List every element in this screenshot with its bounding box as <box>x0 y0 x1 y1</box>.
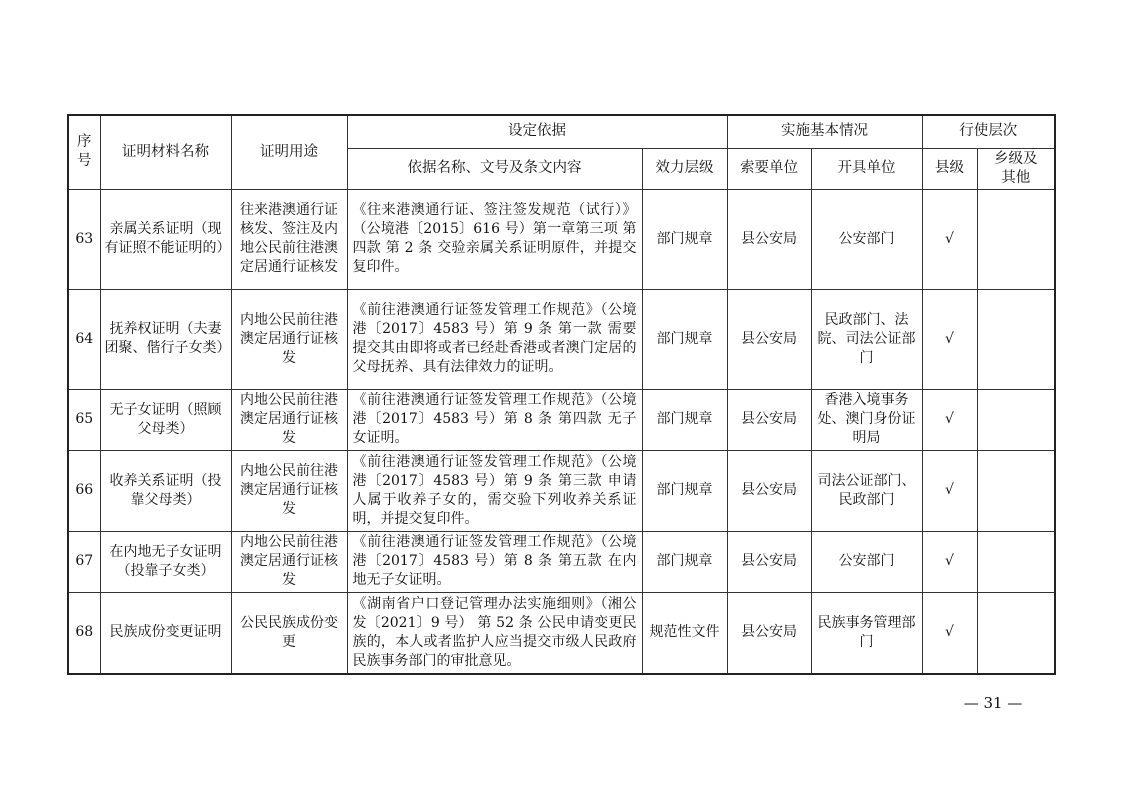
header-basis-text: 依据名称、文号及条文内容 <box>347 148 642 189</box>
page-number: — 31 — <box>963 694 1023 712</box>
material-use: 内地公民前往港澳定居通行证核发 <box>231 450 347 531</box>
proof-materials-table <box>67 114 1056 675</box>
issuing-unit: 司法公证部门、民政部门 <box>811 450 922 531</box>
header-issuing-unit: 开具单位 <box>811 148 922 189</box>
issuing-unit: 民政部门、法院、司法公证部门 <box>811 289 922 389</box>
requesting-unit: 县公安局 <box>727 531 811 592</box>
header-effect-level: 效力层级 <box>642 148 727 189</box>
header-requesting-unit: 索要单位 <box>727 148 811 189</box>
material-name: 亲属关系证明（现有证照不能证明的） <box>100 189 231 289</box>
material-name: 在内地无子女证明（投靠子女类） <box>100 531 231 592</box>
material-name: 民族成份变更证明 <box>100 592 231 674</box>
township-level-check <box>977 450 1055 531</box>
row-number: 68 <box>68 592 100 674</box>
header-row-1 <box>68 115 1055 148</box>
table-row <box>68 289 1055 389</box>
material-name: 无子女证明（照顾父母类） <box>100 389 231 450</box>
effect-level: 部门规章 <box>642 531 727 592</box>
county-level-check: √ <box>922 189 977 289</box>
effect-level: 部门规章 <box>642 289 727 389</box>
issuing-unit: 香港入境事务处、澳门身份证明局 <box>811 389 922 450</box>
header-county-level: 县级 <box>922 148 977 189</box>
basis-text: 《湖南省户口登记管理办法实施细则》（湘公发〔2021〕9 号） 第 52 条 公民申请变更民族的，本人或者监护人应当提交市级人民政府民族事务部门的审批意见。 <box>347 592 642 674</box>
table-row <box>68 592 1055 674</box>
header-township-level: 乡级及其他 <box>977 148 1055 189</box>
row-number: 65 <box>68 389 100 450</box>
material-use: 公民民族成份变更 <box>231 592 347 674</box>
material-use: 内地公民前往港澳定居通行证核发 <box>231 531 347 592</box>
table-row <box>68 189 1055 289</box>
requesting-unit: 县公安局 <box>727 450 811 531</box>
effect-level: 规范性文件 <box>642 592 727 674</box>
table-row <box>68 450 1055 531</box>
basis-text: 《往来港澳通行证、签注签发规范（试行）》（公境港〔2015〕616 号）第一章第三项 第四款 第 2 条 交验亲属关系证明原件，并提交复印件。 <box>347 189 642 289</box>
requesting-unit: 县公安局 <box>727 592 811 674</box>
header-seq: 序号 <box>68 115 100 189</box>
effect-level: 部门规章 <box>642 450 727 531</box>
requesting-unit: 县公安局 <box>727 189 811 289</box>
county-level-check: √ <box>922 389 977 450</box>
material-use: 往来港澳通行证核发、签注及内地公民前往港澳定居通行证核发 <box>231 189 347 289</box>
basis-text: 《前往港澳通行证签发管理工作规范》（公境港〔2017〕4583 号）第 9 条 第一款 需要提交其由即将或者已经赴香港或者澳门定居的父母抚养、具有法律效力的证明。 <box>347 289 642 389</box>
township-level-check <box>977 389 1055 450</box>
header-implementation-group: 实施基本情况 <box>727 115 922 148</box>
county-level-check: √ <box>922 531 977 592</box>
county-level-check: √ <box>922 289 977 389</box>
proof-materials-table-wrapper <box>67 114 1054 675</box>
township-level-check <box>977 289 1055 389</box>
material-name: 抚养权证明（夫妻团聚、偕行子女类） <box>100 289 231 389</box>
row-number: 63 <box>68 189 100 289</box>
effect-level: 部门规章 <box>642 189 727 289</box>
row-number: 64 <box>68 289 100 389</box>
issuing-unit: 公安部门 <box>811 531 922 592</box>
basis-text: 《前往港澳通行证签发管理工作规范》（公境港〔2017〕4583 号）第 8 条 第五款 在内地无子女证明。 <box>347 531 642 592</box>
header-use: 证明用途 <box>231 115 347 189</box>
effect-level: 部门规章 <box>642 389 727 450</box>
issuing-unit: 民族事务管理部门 <box>811 592 922 674</box>
material-use: 内地公民前往港澳定居通行证核发 <box>231 289 347 389</box>
requesting-unit: 县公安局 <box>727 289 811 389</box>
county-level-check: √ <box>922 592 977 674</box>
township-level-check <box>977 531 1055 592</box>
requesting-unit: 县公安局 <box>727 389 811 450</box>
material-use: 内地公民前往港澳定居通行证核发 <box>231 389 347 450</box>
issuing-unit: 公安部门 <box>811 189 922 289</box>
table-row <box>68 389 1055 450</box>
material-name: 收养关系证明（投靠父母类） <box>100 450 231 531</box>
header-level-group: 行使层次 <box>922 115 1055 148</box>
header-basis-group: 设定依据 <box>347 115 727 148</box>
township-level-check <box>977 592 1055 674</box>
county-level-check: √ <box>922 450 977 531</box>
row-number: 66 <box>68 450 100 531</box>
basis-text: 《前往港澳通行证签发管理工作规范》（公境港〔2017〕4583 号）第 9 条 第三款 申请人属于收养子女的，需交验下列收养关系证明，并提交复印件。 <box>347 450 642 531</box>
row-number: 67 <box>68 531 100 592</box>
township-level-check <box>977 189 1055 289</box>
header-material-name: 证明材料名称 <box>100 115 231 189</box>
basis-text: 《前往港澳通行证签发管理工作规范》（公境港〔2017〕4583 号）第 8 条 第四款 无子女证明。 <box>347 389 642 450</box>
table-row <box>68 531 1055 592</box>
